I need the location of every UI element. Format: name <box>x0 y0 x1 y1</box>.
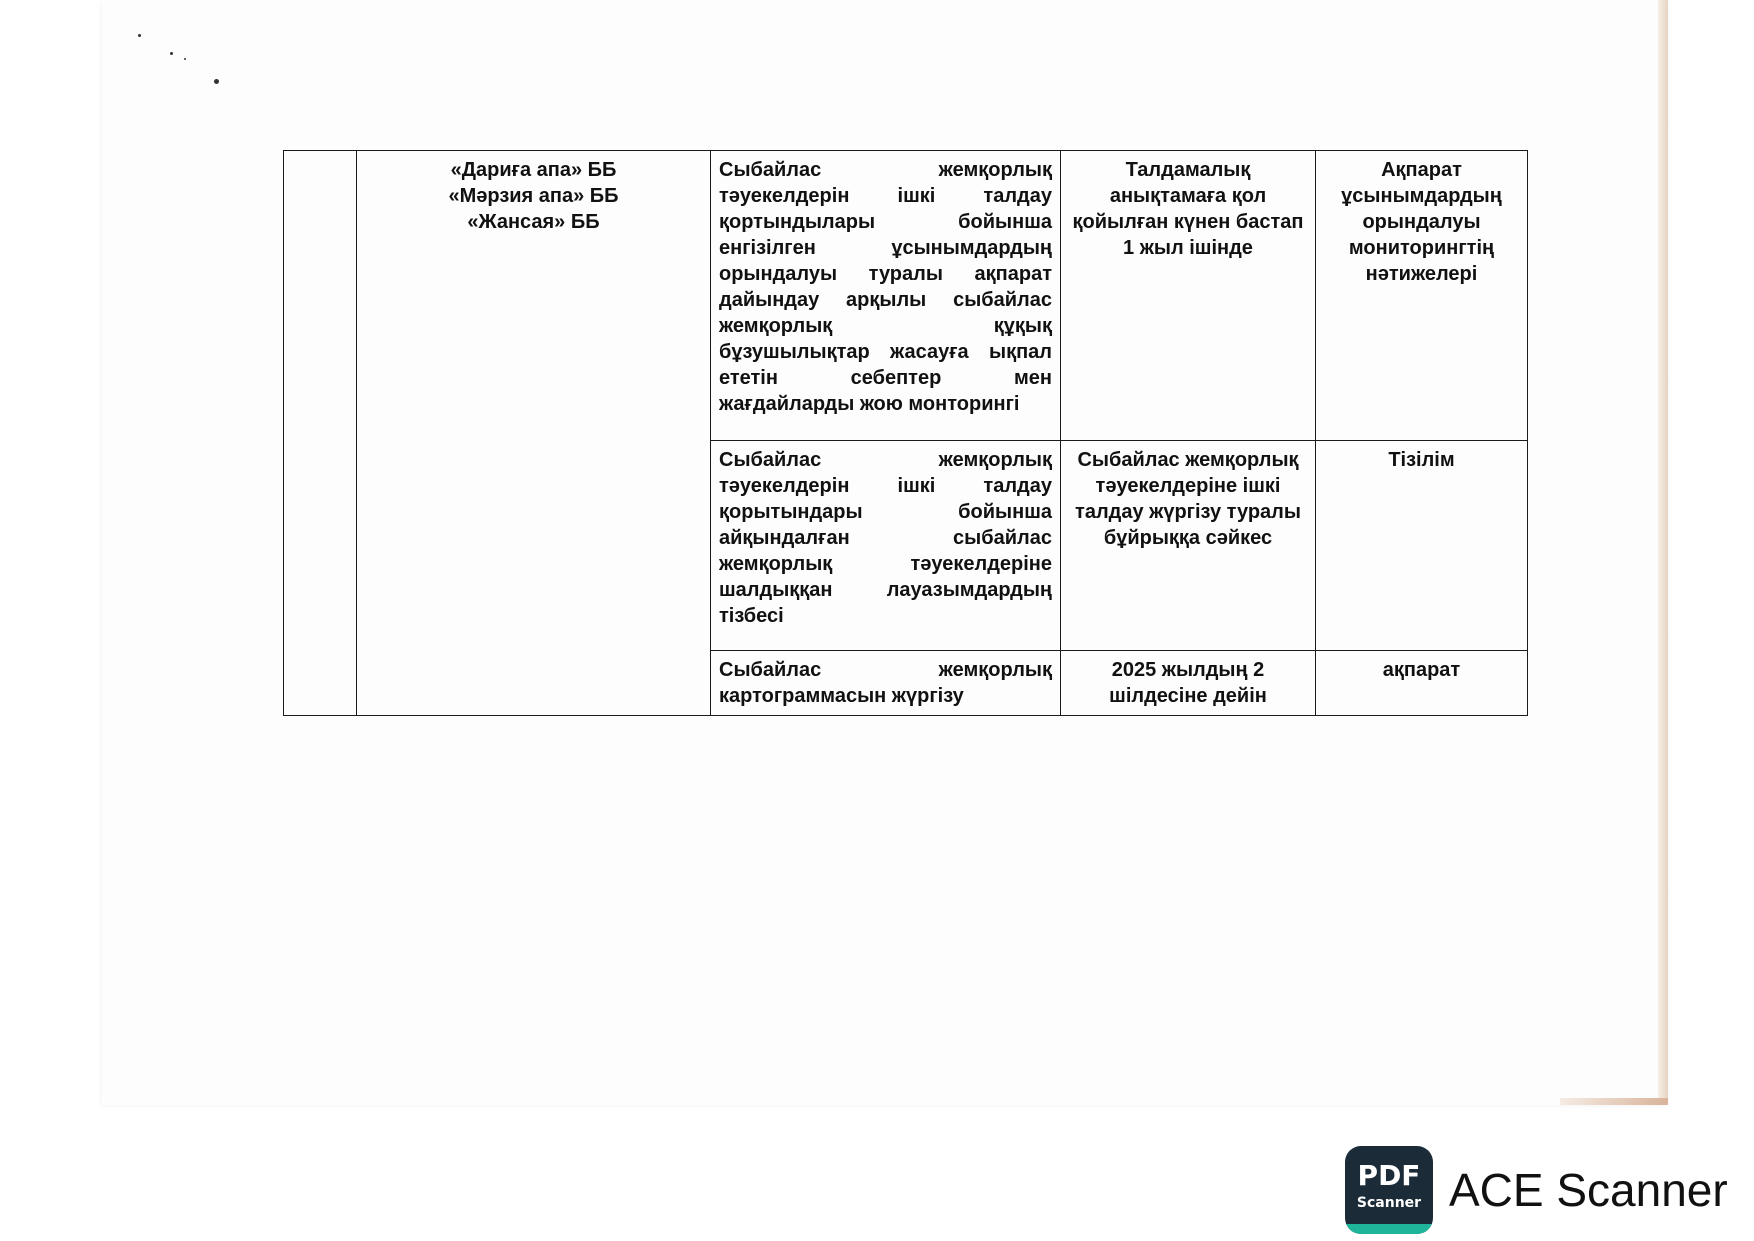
measure-cell: Сыбайлас жемқорлық картограммасын жүргізу <box>711 651 1061 716</box>
scan-speck <box>170 52 173 55</box>
number-cell <box>284 151 357 716</box>
brand-name: ACE Scanner <box>1449 1164 1728 1216</box>
scan-speck <box>184 58 186 60</box>
deadline-cell: Талдамалық анықтамаға қол қойылған күнен бастап 1 жыл ішінде <box>1061 151 1316 441</box>
result-cell: ақпарат <box>1316 651 1528 716</box>
organization-name: «Дариға апа» ББ <box>450 159 617 181</box>
logo-text: PDF <box>1357 1159 1421 1192</box>
organization-name: «Мәрзия апа» ББ <box>448 185 619 207</box>
table-row <box>284 151 1528 441</box>
logo-accent-bar <box>1345 1224 1433 1234</box>
deadline-cell: 2025 жылдың 2 шілдесіне дейін <box>1061 651 1316 716</box>
page-right-edge-shadow <box>1658 0 1668 1105</box>
deadline-cell: Сыбайлас жемқорлық тәуекелдеріне ішкі талдау жүргізу туралы бұйрыққа сәйкес <box>1061 441 1316 651</box>
page-bottom-edge-shadow <box>1560 1098 1668 1105</box>
measure-cell: Сыбайлас жемқорлық тәуекелдерін ішкі талдау қортындылары бойынша енгізілген ұсынымдардың орындалуы туралы ақпарат дайындау арқылы сыбайлас жемқорлық құқық бұзушылықтар жасауға ықпал ететін себептер мен жағдайларды жою монторингі <box>711 151 1061 441</box>
scan-speck <box>214 79 219 84</box>
organization-name: «Жансая» ББ <box>467 211 600 233</box>
measures-table <box>283 150 1528 716</box>
measure-cell: Сыбайлас жемқорлық тәуекелдерін ішкі талдау қорытындары бойынша айқындалған сыбайлас жемқорлық тәуекелдеріне шалдыққан лауазымдардың тізбесі <box>711 441 1061 651</box>
scan-speck <box>138 34 141 37</box>
pdf-scanner-logo-icon <box>1345 1146 1433 1234</box>
logo-subtext: Scanner <box>1356 1195 1422 1211</box>
scanner-watermark <box>1345 1146 1728 1234</box>
result-cell: Тізілім <box>1316 441 1528 651</box>
result-cell: Ақпарат ұсынымдардың орындалуы мониторингтің нәтижелері <box>1316 151 1528 441</box>
organizations-cell <box>357 151 711 716</box>
